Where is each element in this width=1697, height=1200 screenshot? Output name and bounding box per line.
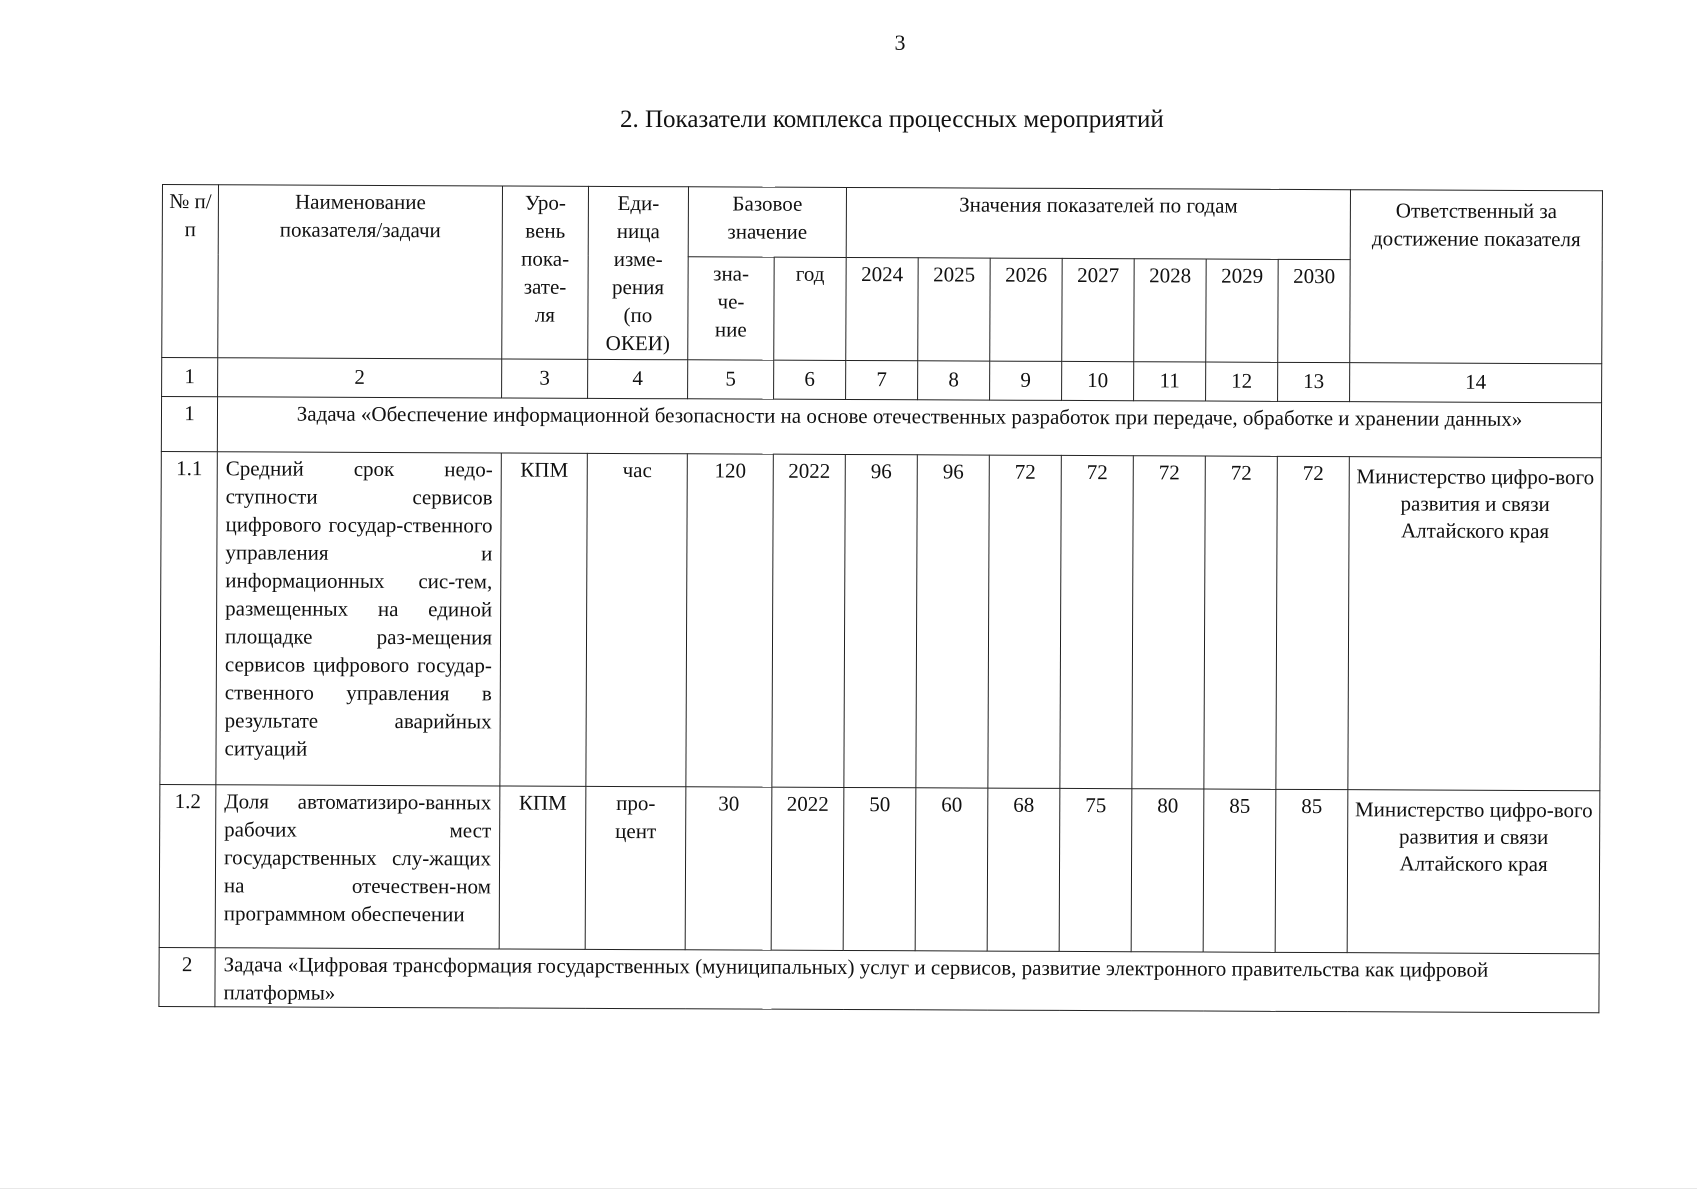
row-num: 1.2 bbox=[159, 784, 216, 947]
value-2029: 72 bbox=[1204, 456, 1277, 789]
value-2027: 75 bbox=[1059, 788, 1132, 951]
value-2027: 72 bbox=[1060, 455, 1133, 788]
header-year-2026: 2026 bbox=[990, 258, 1062, 361]
value-2025: 96 bbox=[916, 455, 989, 788]
task-row bbox=[161, 397, 1601, 458]
value-2026: 72 bbox=[988, 455, 1061, 788]
base-value: 120 bbox=[686, 454, 773, 787]
value-2030: 72 bbox=[1276, 456, 1349, 789]
header-year-2030: 2030 bbox=[1278, 259, 1350, 362]
col-number: 9 bbox=[990, 361, 1062, 400]
value-2025: 60 bbox=[915, 788, 988, 951]
task-num: 2 bbox=[159, 947, 215, 1006]
value-2030: 85 bbox=[1275, 789, 1348, 952]
indicator-row bbox=[160, 451, 1601, 790]
col-number: 7 bbox=[846, 360, 918, 399]
value-2028: 80 bbox=[1131, 789, 1204, 952]
value-2024: 50 bbox=[843, 787, 916, 950]
header-row-1 bbox=[162, 185, 1602, 261]
col-number: 6 bbox=[774, 360, 846, 399]
col-number: 1 bbox=[162, 358, 218, 397]
col-number: 12 bbox=[1206, 362, 1278, 401]
task-num: 1 bbox=[161, 397, 217, 452]
header-level: Уро-вень пока-зате-ля bbox=[502, 186, 589, 359]
header-year-2024: 2024 bbox=[846, 257, 918, 360]
col-number: 2 bbox=[218, 358, 502, 398]
header-year-2027: 2027 bbox=[1062, 258, 1134, 361]
header-year-2029: 2029 bbox=[1206, 259, 1278, 362]
header-unit: Еди-ница изме-рения (по ОКЕИ) bbox=[588, 186, 689, 359]
column-numbers-row bbox=[162, 358, 1602, 403]
base-year: 2022 bbox=[771, 787, 844, 950]
header-year-2025: 2025 bbox=[918, 258, 990, 361]
indicator-level: КПМ bbox=[500, 453, 587, 786]
value-2024: 96 bbox=[844, 454, 917, 787]
header-base-value: зна-че-ние bbox=[688, 257, 774, 360]
header-base-group: Базовое значение bbox=[688, 187, 846, 258]
header-years-group: Значения показателей по годам bbox=[846, 187, 1350, 259]
col-number: 10 bbox=[1062, 361, 1134, 400]
header-responsible: Ответственный за достижение показателя bbox=[1350, 190, 1603, 364]
col-number: 13 bbox=[1278, 362, 1350, 401]
col-number: 5 bbox=[688, 360, 774, 399]
header-num: № п/п bbox=[162, 185, 219, 358]
indicator-name: Средний срок недо-ступности сервисов цифрового государ-ственного управления и информационных сис-тем, размещенных на единой площадке раз-мещения сервисов цифрового государ-ственного управления в результате аварийных ситуаций bbox=[216, 452, 501, 786]
responsible: Министерство цифро-вого развития и связи Алтайского края bbox=[1348, 457, 1601, 791]
value-2026: 68 bbox=[987, 788, 1060, 951]
page-title: 2. Показатели комплекса процессных мероприятий bbox=[620, 106, 1164, 133]
col-number: 14 bbox=[1350, 363, 1602, 403]
indicators-table bbox=[158, 184, 1603, 1013]
task-text: Задача «Обеспечение информационной безопасности на основе отечественных разработок при передаче, обработке и хранении данных» bbox=[217, 397, 1601, 458]
task-row bbox=[159, 947, 1599, 1012]
base-value: 30 bbox=[685, 787, 772, 950]
indicator-unit: час bbox=[586, 453, 687, 786]
value-2028: 72 bbox=[1132, 456, 1205, 789]
indicator-row bbox=[159, 784, 1600, 953]
col-number: 11 bbox=[1134, 362, 1206, 401]
task-text: Задача «Цифровая трансформация государственных (муниципальных) услуг и сервисов, развитие электронного правительства как цифровой платформы» bbox=[215, 948, 1599, 1013]
col-number: 3 bbox=[502, 359, 588, 398]
responsible: Министерство цифро-вого развития и связи Алтайского края bbox=[1347, 790, 1600, 954]
base-year: 2022 bbox=[772, 454, 845, 787]
col-number: 4 bbox=[588, 359, 688, 398]
col-number: 8 bbox=[918, 361, 990, 400]
indicator-unit: про-цент bbox=[585, 786, 686, 949]
header-name: Наименование показателя/задачи bbox=[218, 185, 503, 359]
indicator-name: Доля автоматизиро-ванных рабочих мест государственных слу-жащих на отечествен-ном программном обеспечении bbox=[215, 785, 500, 949]
row-num: 1.1 bbox=[160, 451, 217, 784]
scan-edge-line bbox=[0, 1188, 1697, 1189]
indicator-level: КПМ bbox=[499, 786, 586, 949]
value-2029: 85 bbox=[1203, 789, 1276, 952]
page-number: 3 bbox=[894, 30, 906, 55]
header-year-2028: 2028 bbox=[1134, 259, 1206, 362]
header-base-year: год bbox=[774, 257, 846, 360]
